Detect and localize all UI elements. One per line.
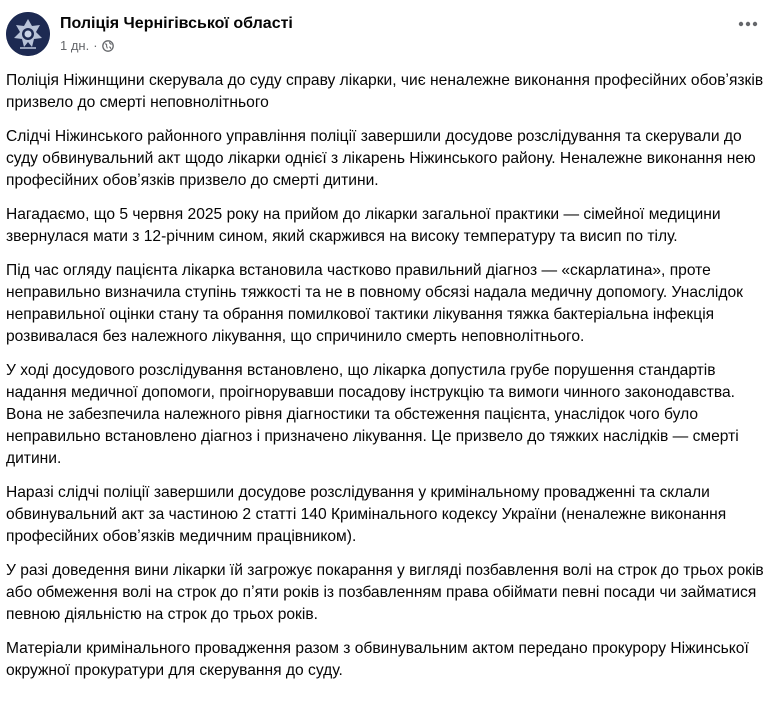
more-options-button[interactable] (734, 10, 762, 38)
globe-icon (102, 40, 114, 52)
post-paragraph: У ході досудового розслідування встановлено, що лікарка допустила грубе порушення стандартів надання медичної допомоги, проігнорувавши посадову інструкцію та вимоги чинного законодавства. Вона не забезпечила належного рівня діагностики та обстеження пацієнта, унаслідок чого було неправильно встановлено діагноз і призначено лікування. Це призвело до тяжких наслідків — смерті дитини. (6, 362, 739, 467)
post-subline (60, 38, 293, 54)
police-badge-icon (6, 12, 50, 56)
post-paragraph: Поліція Ніжинщини скерувала до суду справу лікарки, чиє неналежне виконання професійних обовʼязків призвело до смерті неповнолітнього (6, 72, 764, 111)
more-options-icon (738, 21, 758, 27)
page-avatar[interactable] (6, 12, 50, 56)
post-paragraph: Під час огляду пацієнта лікарка встановила частково правильний діагноз — «скарлатина», проте неправильно визначила ступінь тяжкості та не в повному обсязі надала медичну допомогу. Унаслідок неправильної оцінки стану та обрання помилкової тактики лікування тяжка бактеріальна інфекція розвивалася без належного лікування, що спричинило смерть неповнолітнього. (6, 262, 743, 345)
post-time[interactable]: 1 дн. (60, 38, 90, 53)
post-body (6, 70, 764, 694)
post-paragraph: У разі доведення вини лікарки їй загрожує покарання у вигляді позбавлення волі на строк до трьох років або обмеження волі на строк до пʼяти років із позбавленням права обіймати певні посади чи займатися певною діяльністю на строк до трьох років. (6, 562, 764, 623)
post-paragraph: Матеріали кримінального провадження разом з обвинувальним актом передано прокурору Ніжинської окружної прокуратури для скерування до суду. (6, 640, 749, 679)
page-name[interactable]: Поліція Чернігівської області (60, 15, 293, 32)
post-header (6, 12, 758, 60)
post-paragraph: Наразі слідчі поліції завершили досудове розслідування у кримінальному провадженні та склали обвинувальний акт за частиною 2 статті 140 Кримінального кодексу України (неналежне виконання професійних обовʼязків медичним працівником). (6, 484, 727, 545)
post-meta (60, 14, 293, 54)
separator: · (93, 38, 98, 53)
post-paragraph: Нагадаємо, що 5 червня 2025 року на прийом до лікарки загальної практики — сімейної медицини звернулася мати з 12-річним сином, який скаржився на високу температуру та висип по тілу. (6, 206, 721, 245)
post-paragraph: Слідчі Ніжинського районного управління поліції завершили досудове розслідування та скерували до суду обвинувальний акт щодо лікарки однієї з лікарень Ніжинського району. Неналежне виконання нею професійних обовʼязків призвело до смерті дитини. (6, 128, 756, 189)
